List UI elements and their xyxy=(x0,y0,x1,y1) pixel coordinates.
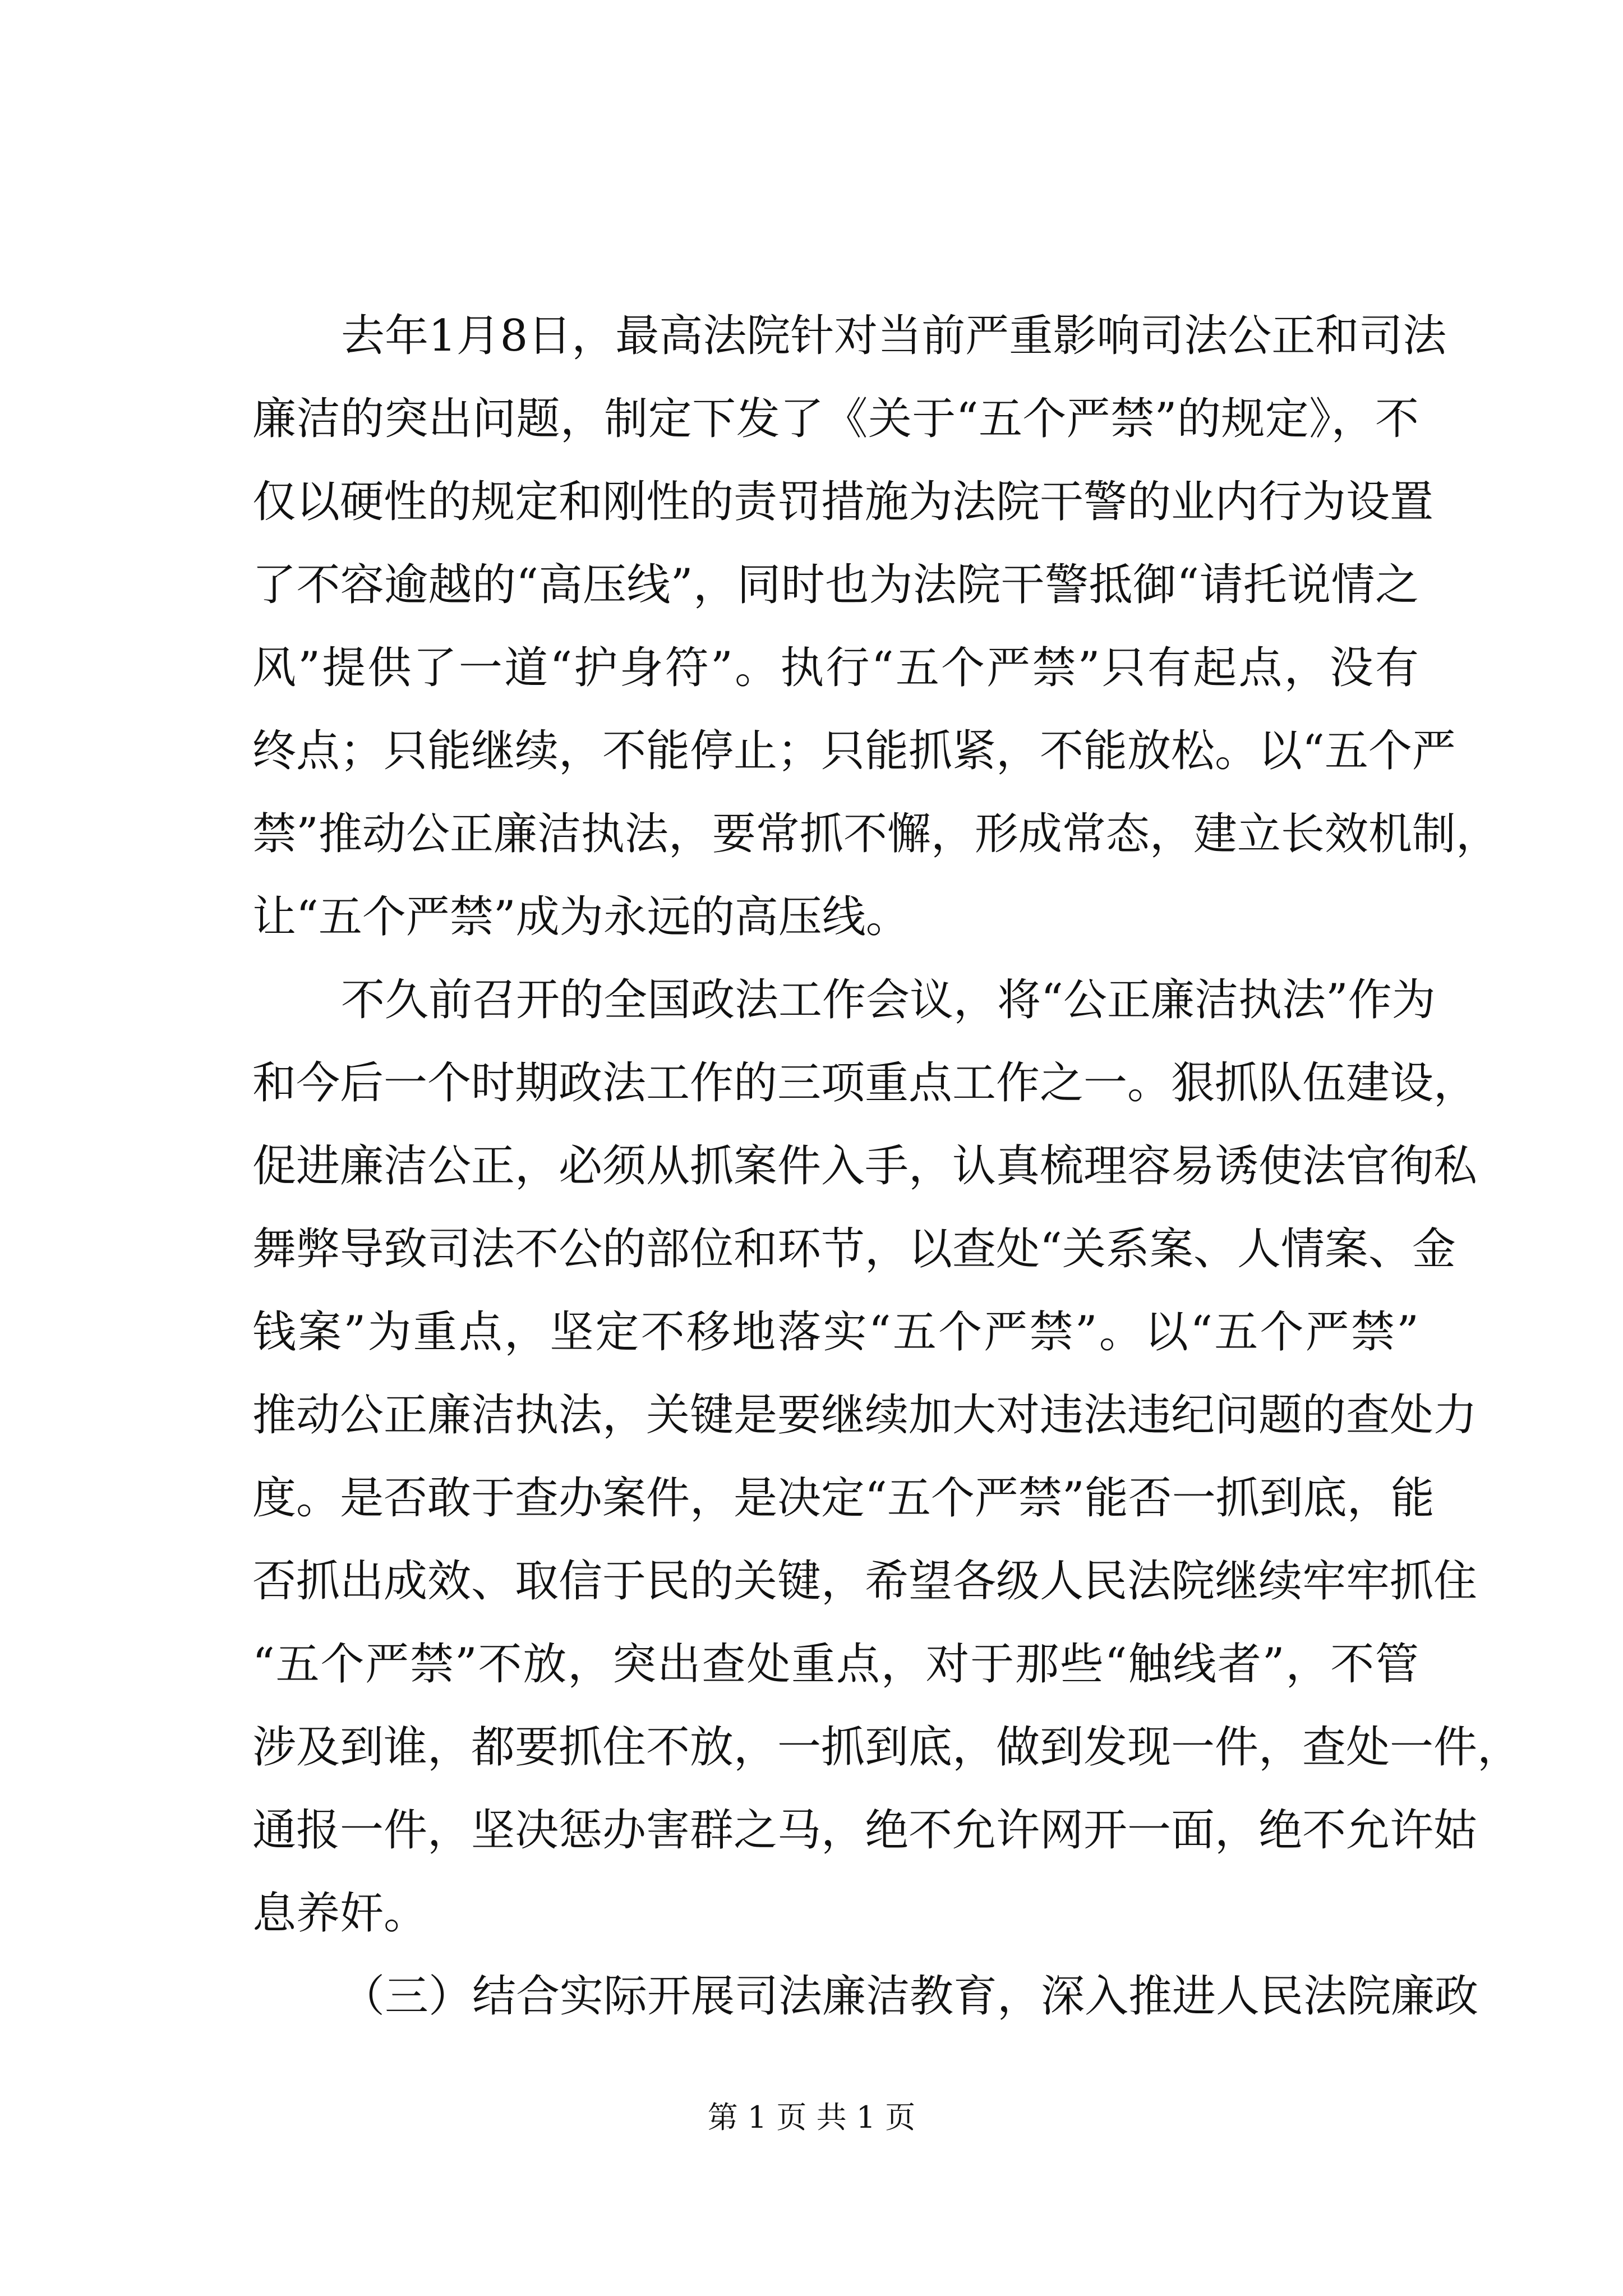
paragraph-2-line-5: 钱案”为重点，坚定不移地落实“五个严禁”。以“五个严禁” xyxy=(252,1307,1419,1358)
paragraph-2-line-10: 涉及到谁，都要抓住不放，一抓到底，做到发现一件，查处一件， xyxy=(252,1722,1521,1773)
paragraph-2-line-1: 不久前召开的全国政法工作会议，将“公正廉洁执法”作为 xyxy=(341,975,1436,1025)
paragraph-2-line-7: 度。是否敢于查办案件，是决定“五个严禁”能否一抓到底，能 xyxy=(252,1473,1435,1524)
paragraph-1-line-6: 终点；只能继续，不能停止；只能抓紧，不能放松。以“五个严 xyxy=(252,726,1456,776)
paragraph-1-line-2: 廉洁的突出问题，制定下发了《关于“五个严禁”的规定》，不 xyxy=(252,394,1419,444)
paragraph-1-line-7: 禁”推动公正廉洁执法，要常抓不懈，形成常态，建立长效机制， xyxy=(252,809,1500,859)
paragraph-1-line-3: 仅以硬性的规定和刚性的责罚措施为法院干警的业内行为设置 xyxy=(252,477,1434,527)
paragraph-1-line-4: 了不容逾越的“高压线”，同时也为法院干警抵御“请托说情之 xyxy=(252,560,1419,610)
paragraph-2-line-12: 息养奸。 xyxy=(252,1888,428,1939)
paragraph-2-line-11: 通报一件，坚决惩办害群之马，绝不允许网开一面，绝不允许姑 xyxy=(252,1805,1478,1856)
paragraph-2-line-9: “五个严禁”不放，突出查处重点，对于那些“触线者”，不管 xyxy=(252,1639,1419,1690)
paragraph-2-line-4: 舞弊导致司法不公的部位和环节，以查处“关系案、人情案、金 xyxy=(252,1224,1456,1274)
page-number-footer: 第 1 页 共 1 页 xyxy=(707,2100,916,2135)
paragraph-2-line-3: 促进廉洁公正，必须从抓案件入手，认真梳理容易诱使法官徇私 xyxy=(252,1141,1478,1191)
paragraph-2-line-8: 否抓出成效、取信于民的关键，希望各级人民法院继续牢牢抓住 xyxy=(252,1556,1478,1607)
paragraph-2-line-6: 推动公正廉洁执法，关键是要继续加大对违法违纪问题的查处力 xyxy=(252,1390,1478,1441)
section-heading-line: （三）结合实际开展司法廉洁教育，深入推进人民法院廉政 xyxy=(341,1971,1479,2022)
paragraph-1-line-1: 去年1月8日，最高法院针对当前严重影响司法公正和司法 xyxy=(341,311,1447,361)
paragraph-1-line-8: 让“五个严禁”成为永远的高压线。 xyxy=(252,892,910,942)
paragraph-2-line-2: 和今后一个时期政法工作的三项重点工作之一。狠抓队伍建设， xyxy=(252,1058,1478,1108)
paragraph-1-line-5: 风”提供了一道“护身符”。执行“五个严禁”只有起点，没有 xyxy=(252,643,1419,693)
document-body xyxy=(252,295,1521,2038)
